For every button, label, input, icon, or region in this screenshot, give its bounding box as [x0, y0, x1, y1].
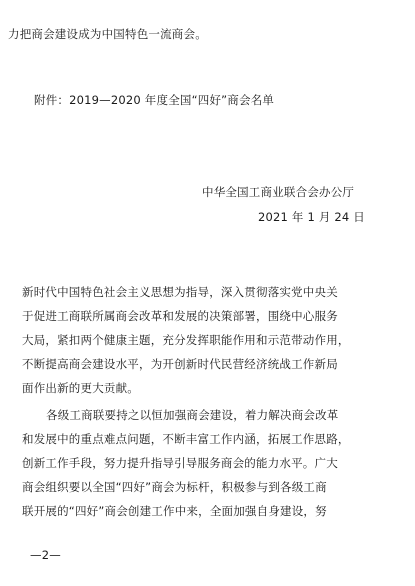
- paragraph-line: 力把商会建设成为中国特色一流商会。: [8, 27, 207, 41]
- body-line: 面作出新的更大贡献。: [22, 381, 139, 395]
- issuer-name: 中华全国工商业联合会办公厅: [202, 185, 355, 199]
- body-line: 不断提高商会建设水平，为开创新时代民营经济统战工作新局: [22, 357, 338, 371]
- page-break: [0, 270, 415, 273]
- body-line: 商会组织要以全国“四好”商会为标杆，积极参与到各级工商: [22, 480, 327, 494]
- body-line: 新时代中国特色社会主义思想为指导，深入贯彻落实党中央关: [22, 285, 338, 299]
- body-line: 联开展的“四好”商会创建工作中来，全面加强自身建设，努: [22, 504, 327, 518]
- body-line: 各级工商联要持之以恒加强商会建设，着力解决商会改革: [46, 408, 339, 422]
- body-line: 于促进工商联所属商会改革和发展的决策部署，围绕中心服务: [22, 309, 338, 323]
- body-line: 大局，紧扣两个健康主题，充分发挥职能作用和示范带动作用，: [22, 333, 350, 347]
- body-line: 创新工作手段，努力提升指导引导服务商会的能力水平。广大: [22, 456, 338, 470]
- attachment-note: 附件：2019—2020 年度全国“四好”商会名单: [34, 93, 275, 107]
- body-line: 和发展中的重点难点问题，不断丰富工作内涵，拓展工作思路，: [22, 432, 350, 446]
- issue-date: 2021 年 1 月 24 日: [258, 210, 365, 224]
- page-number: —2—: [30, 548, 61, 562]
